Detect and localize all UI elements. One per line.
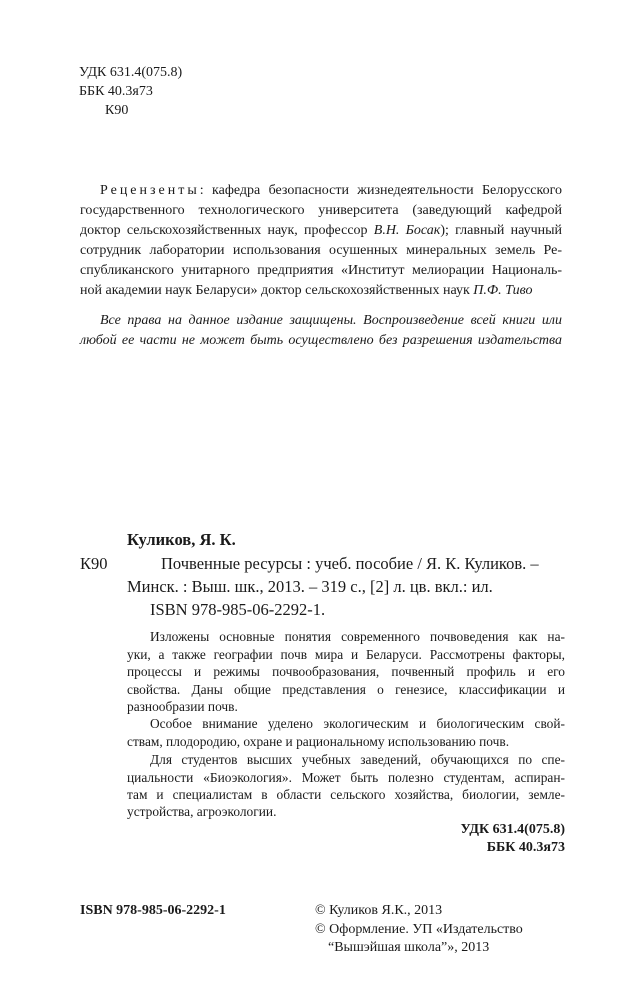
reviewers-text: доктор сельскохозяйственных наук, профессор [80,223,374,238]
catalog-imprint: Минск. : Выш. шк., 2013. – 319 с., [2] л. цв. вкл.: ил. [127,577,493,596]
reviewers-text: сотрудник лаборатории использования осушенных минеральных земель Ре- [80,243,562,258]
classification-bbk: ББК 40.3я73 [486,840,565,855]
reviewer-name: П.Ф. Тиво [473,283,533,298]
annotation-line: там и специалистам в области сельского хозяйства, биологии, земле- [127,787,565,802]
catalog-author: Куликов, Я. К. [127,530,236,549]
copyright-author: © Куликов Я.К., 2013 [315,903,443,918]
rights-notice: Все права на данное издание защищены. Воспроизведение всей книги или [100,313,562,328]
header-bbk: ББК 40.3я73 [79,84,153,99]
annotation-line: Изложены основные понятия современного почвоведения как на- [150,629,565,644]
catalog-title: Почвенные ресурсы : учеб. пособие / Я. К. Куликов. – [161,554,539,573]
reviewers-label: Рецензенты [100,183,200,198]
catalog-code: К90 [80,554,108,573]
reviewer-name: В.Н. Босак [373,223,441,238]
annotation-line: разнообразии почв. [127,699,238,714]
annotation-line: циальности «Биоэкология». Может быть полезно студентам, аспиран- [127,770,565,785]
reviewers-text: спубликанского унитарного предприятия «Институт мелиорации Националь- [80,263,562,278]
annotation-line: ствам, плодородию, охране и рациональному использованию почв. [127,734,510,749]
annotation-line: Для студентов высших учебных заведений, обучающихся по спе- [150,752,565,767]
reviewers-text: государственного технологического университета (заведующий кафедрой [80,203,562,218]
reviewers-text: : кафедра безопасности жизнедеятельности Белорусского [199,183,562,198]
catalog-isbn: ISBN 978-985-06-2292-1. [150,600,326,619]
annotation-line: свойства. Даны общие представления о генезисе, классификации и [127,682,565,697]
reviewers-text: ); главный научный [440,223,562,238]
reviewers-text: ной академии наук Беларуси» доктор сельскохозяйственных наук [80,283,474,298]
copyright-publisher: “Вышэйшая школа”», 2013 [328,940,490,955]
header-udk: УДК 631.4(075.8) [79,65,183,80]
annotation-line: уки, а также географии почв мира и Беларуси. Рассмотрены факторы, [127,647,565,662]
copyright-design: © Оформление. УП «Издательство [315,922,523,937]
annotation-line: процессы и режимы почвообразования, почвенный профиль и его [127,664,565,679]
rights-notice: любой ее части не может быть осуществлено без разрешения издательства [80,333,562,348]
annotation-line: устройства, агроэкологии. [127,804,277,819]
footer-isbn: ISBN 978-985-06-2292-1 [80,903,226,918]
annotation-line: Особое внимание уделено экологическим и биологическим свой- [150,716,565,731]
header-code: К90 [105,103,129,118]
classification-udk: УДК 631.4(075.8) [460,822,565,837]
